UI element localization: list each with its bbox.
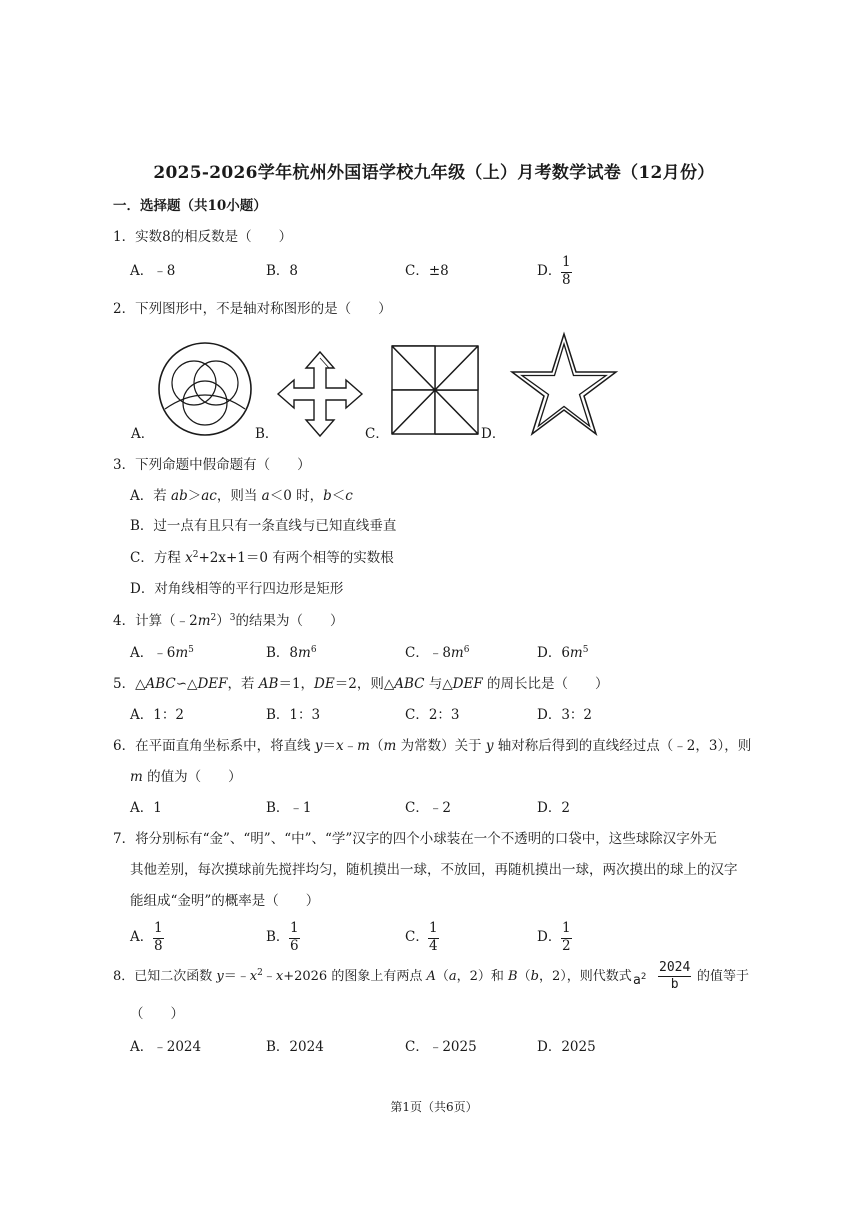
fraction-numerator: 1	[154, 920, 163, 936]
q7-option-c-label: C．	[405, 929, 429, 945]
fraction-denominator: 8	[562, 271, 571, 288]
q4-option-a: A．$﹣6m^5$	[130, 645, 194, 661]
q1-option-d-label: D．	[537, 263, 562, 279]
q5-option-c: C．2：3	[405, 707, 460, 723]
q6-option-b: B．﹣1	[266, 800, 312, 816]
q7-stem-line1: 7．将分别标有“金”、“明”、“中”、“学”汉字的四个小球装在一个不透明的口袋中，这些球除汉字外无	[113, 831, 717, 847]
q3-option-a: A．若 ab＞ac，则当 a＜0 时，b＜c	[130, 488, 353, 504]
section-heading: 一．选择题（共10小题）	[113, 198, 267, 214]
page-footer: 第1页（共6页）	[390, 1100, 478, 1114]
q1-option-d-fraction	[561, 256, 572, 287]
pinwheel-icon	[390, 344, 480, 436]
q5-option-d: D．3：2	[537, 707, 593, 723]
q4-option-b: B．$8m^6$	[266, 645, 317, 661]
q1-stem: 1．实数8的相反数是（ ）	[113, 229, 293, 245]
q1-option-c: C．±8	[405, 263, 449, 279]
q2-stem: 2．下列图形中，不是轴对称图形的是（ ）	[113, 301, 392, 317]
q8-option-b: B．2024	[266, 1039, 324, 1055]
q3-option-d: D．对角线相等的平行四边形是矩形	[130, 581, 344, 597]
q2-option-a: A．	[131, 426, 155, 442]
q3-option-c: C．方程 $x^2+2x+1=0$ 有两个相等的实数根	[130, 550, 394, 566]
q8-stem-line2: （ ）	[130, 1006, 184, 1022]
fraction-numerator: 1	[429, 920, 438, 936]
q2-option-d: D．	[481, 426, 506, 442]
q7-stem-line2: 其他差别，每次摸球前先搅拌均匀，随机摸出一球，不放回，再随机摸出一球，两次摸出的球上的汉字	[130, 862, 738, 878]
q2-option-b: B．	[255, 426, 279, 442]
q7-option-b-fraction	[289, 922, 300, 953]
q4-option-c: C．$﹣8m^6$	[405, 645, 470, 661]
q6-option-a: A．1	[130, 800, 162, 816]
q3-stem: 3．下列命题中假命题有（ ）	[113, 457, 311, 473]
fraction-denominator: b	[670, 977, 679, 992]
q6-option-c: C．﹣2	[405, 800, 451, 816]
fraction-denominator: 6	[290, 937, 299, 954]
q8-expression-fraction	[658, 961, 691, 991]
q6-option-d: D．2	[537, 800, 570, 816]
q7-option-a-label: A．	[130, 929, 154, 945]
page-title: 2025-2026学年杭州外国语学校九年级（上）月考数学试卷（12月份）	[153, 163, 715, 183]
q3-option-b: B．过一点有且只有一条直线与已知直线垂直	[130, 518, 397, 534]
fraction-numerator: 1	[562, 920, 571, 936]
q5-stem: 5．△ABC∽△DEF，若 AB＝1，DE＝2，则△ABC 与△DEF 的周长比是（ ）	[113, 676, 609, 692]
q7-option-b-label: B．	[266, 929, 290, 945]
q7-option-d-fraction	[561, 922, 572, 953]
double-star-icon	[510, 332, 618, 436]
fraction-denominator: 4	[429, 937, 438, 954]
fraction-denominator: 2	[562, 937, 571, 954]
q8-expression-a: $a^2$	[633, 972, 647, 988]
q7-option-c-fraction	[428, 922, 439, 953]
q5-option-a: A．1：2	[130, 707, 184, 723]
circle-three-arcs-icon	[157, 341, 253, 437]
q7-option-d-label: D．	[537, 929, 562, 945]
q2-option-c: C．	[365, 426, 389, 442]
q4-stem: 4．计算$(﹣2m^2)^3$的结果为（ ）	[113, 613, 344, 629]
q8-stem-line1: 8．已知二次函数 $y=﹣x^2﹣x+2026$ 的图象上有两点 A（a，2）和 B（b，2），则代数式	[113, 968, 632, 984]
q7-stem-line3: 能组成“金明”的概率是（ ）	[130, 893, 320, 909]
q1-option-b: B．8	[266, 263, 299, 279]
q8-stem-tail: 的值等于	[697, 969, 750, 984]
q8-option-a: A．﹣2024	[130, 1039, 202, 1055]
four-arrows-cross-icon	[276, 350, 364, 438]
q1-option-a: A．﹣8	[130, 263, 176, 279]
q4-option-d: D．$6m^5$	[537, 645, 589, 661]
fraction-numerator: 2024	[659, 960, 691, 975]
q5-option-b: B．1：3	[266, 707, 321, 723]
q8-option-d: D．2025	[537, 1039, 596, 1055]
q6-stem-line2: m 的值为（ ）	[130, 769, 242, 785]
q6-stem-line1: 6．在平面直角坐标系中，将直线 y＝x﹣m（m 为常数）关于 y 轴对称后得到的直线经过点（﹣2，3），则	[113, 738, 752, 754]
fraction-denominator: 8	[154, 937, 163, 954]
q8-option-c: C．﹣2025	[405, 1039, 477, 1055]
fraction-numerator: 1	[290, 920, 299, 936]
fraction-numerator: 1	[562, 254, 571, 270]
q7-option-a-fraction	[153, 922, 164, 953]
